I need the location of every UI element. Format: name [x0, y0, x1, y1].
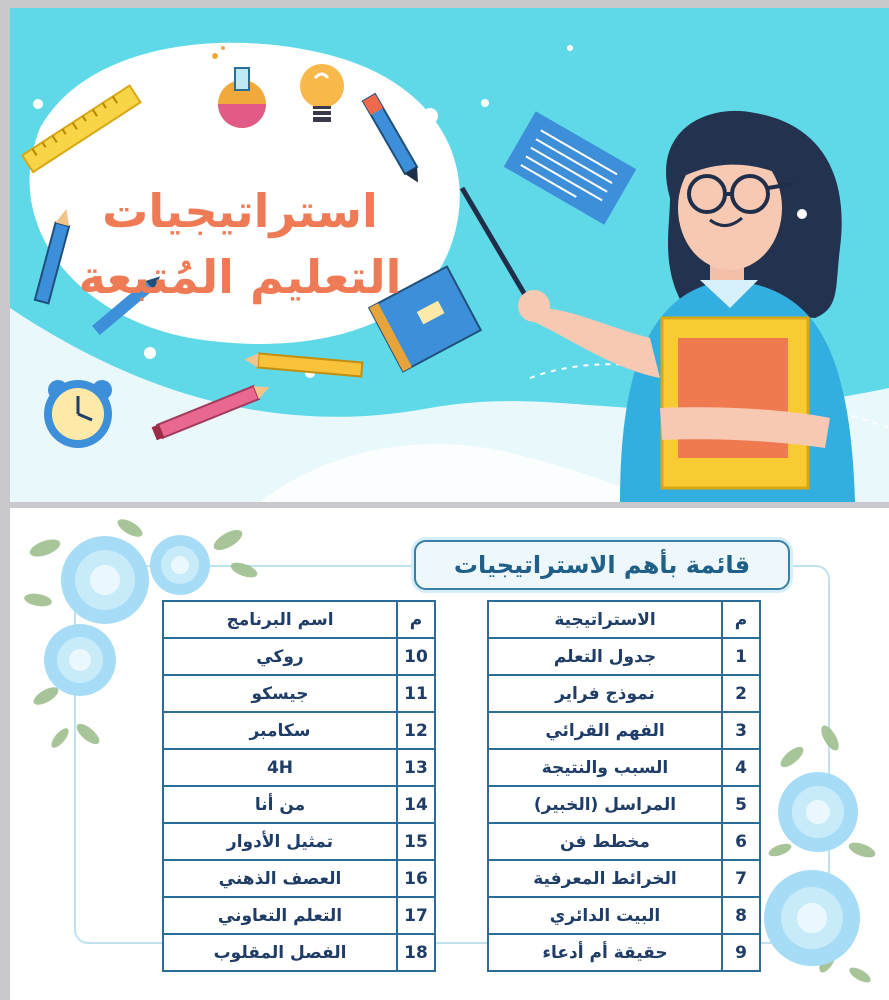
table-row [488, 786, 760, 823]
rose-flower [778, 772, 858, 852]
row-num: 17 [397, 897, 435, 934]
row-num: 10 [397, 638, 435, 675]
row-num: 15 [397, 823, 435, 860]
table-row [163, 675, 435, 712]
row-name: السبب والنتيجة [488, 749, 722, 786]
table-row [488, 860, 760, 897]
row-name: العصف الذهني [163, 860, 397, 897]
table-row [163, 749, 435, 786]
row-num: 2 [722, 675, 760, 712]
header-name: اسم البرنامج [163, 601, 397, 638]
row-name: حقيقة أم أدعاء [488, 934, 722, 971]
row-name: نموذج فراير [488, 675, 722, 712]
list-title: قائمة بأهم الاستراتيجيات [414, 540, 790, 590]
row-num: 1 [722, 638, 760, 675]
table-row [163, 638, 435, 675]
table-row [163, 786, 435, 823]
table-row [488, 712, 760, 749]
header-num: م [397, 601, 435, 638]
row-num: 7 [722, 860, 760, 897]
banner-title-line2: التعليم المُتبعة [78, 250, 402, 304]
row-name: الفهم القرائي [488, 712, 722, 749]
row-name: التعلم التعاوني [163, 897, 397, 934]
header-num: م [722, 601, 760, 638]
row-name: الفصل المقلوب [163, 934, 397, 971]
table-row [488, 823, 760, 860]
strategies-table [487, 600, 761, 972]
table-row [488, 749, 760, 786]
table-header-row [163, 601, 435, 638]
row-num: 11 [397, 675, 435, 712]
table-row [488, 675, 760, 712]
table-row [488, 934, 760, 971]
rose-flower [150, 535, 210, 595]
row-num: 5 [722, 786, 760, 823]
row-num: 16 [397, 860, 435, 897]
row-name: روكي [163, 638, 397, 675]
row-num: 14 [397, 786, 435, 823]
table-row [163, 823, 435, 860]
row-name: سكامبر [163, 712, 397, 749]
header-name: الاستراتيجية [488, 601, 722, 638]
rose-flower [61, 536, 149, 624]
rose-flower [44, 624, 116, 696]
row-name: مخطط فن [488, 823, 722, 860]
row-name: من أنا [163, 786, 397, 823]
banner-title-line1: استراتيجيات [102, 184, 378, 238]
row-num: 9 [722, 934, 760, 971]
row-name: المراسل (الخبير) [488, 786, 722, 823]
row-name: الخرائط المعرفية [488, 860, 722, 897]
row-name: تمثيل الأدوار [163, 823, 397, 860]
row-num: 12 [397, 712, 435, 749]
table-row [488, 897, 760, 934]
row-num: 6 [722, 823, 760, 860]
row-name: البيت الدائري [488, 897, 722, 934]
row-num: 18 [397, 934, 435, 971]
table-row [488, 638, 760, 675]
table-row [163, 860, 435, 897]
row-name: جيسكو [163, 675, 397, 712]
row-num: 13 [397, 749, 435, 786]
programs-table [162, 600, 436, 972]
row-num: 8 [722, 897, 760, 934]
row-name: 4H [163, 749, 397, 786]
row-name: جدول التعلم [488, 638, 722, 675]
table-header-row [488, 601, 760, 638]
rose-flower [764, 870, 860, 966]
table-row [163, 934, 435, 971]
row-num: 3 [722, 712, 760, 749]
table-row [163, 712, 435, 749]
row-num: 4 [722, 749, 760, 786]
table-row [163, 897, 435, 934]
